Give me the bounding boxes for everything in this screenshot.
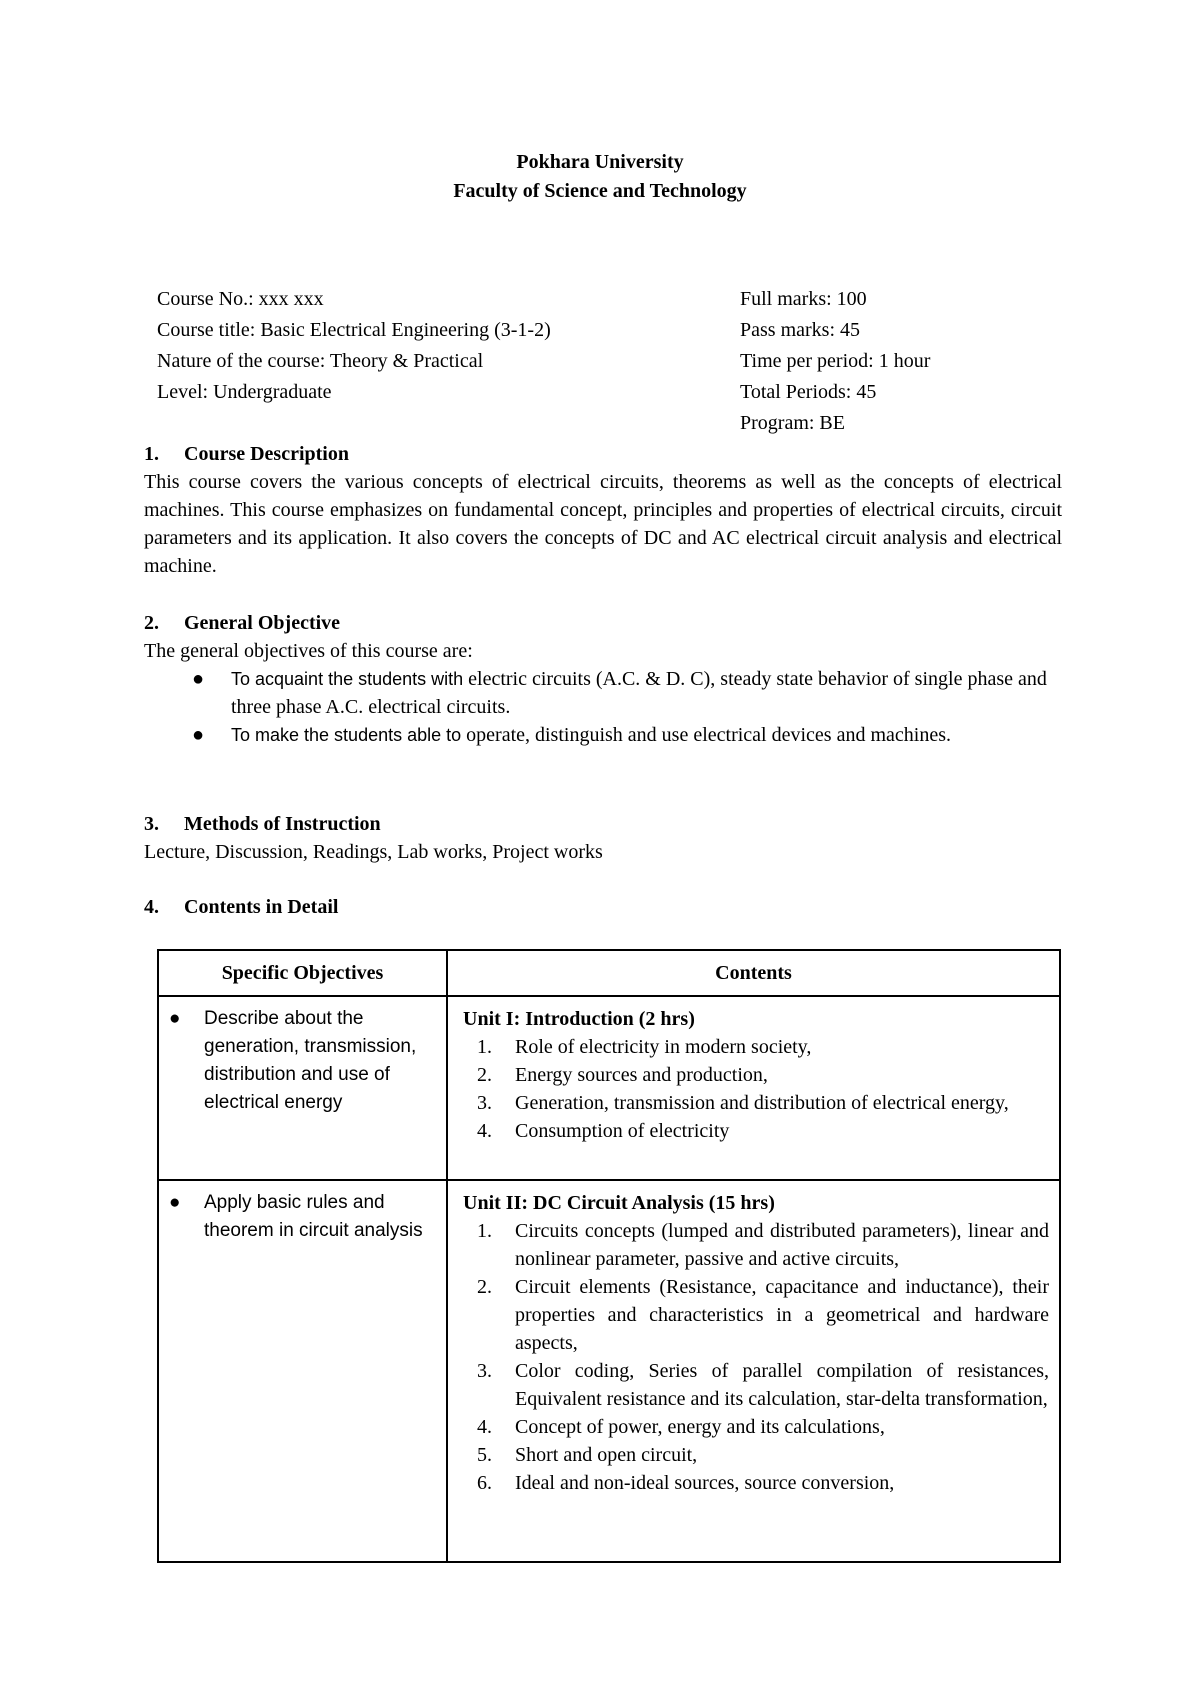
section-course-description [144, 440, 1062, 580]
list-item: 4. Concept of power, energy and its calculations, [477, 1416, 885, 1438]
section-contents-in-detail [144, 893, 1062, 921]
column-header: Contents [447, 950, 1060, 996]
section-heading: 3. Methods of Instruction [144, 813, 381, 835]
list-item: 3. Color coding, Series of parallel compilation of resistances, Equivalent resistance and its calculation, star-delta transformation, [477, 1360, 1049, 1410]
pass-marks: Pass marks: 45 [740, 319, 860, 341]
unit-contents [448, 997, 1059, 1151]
unit-title: Unit II: DC Circuit Analysis (15 hrs) [463, 1192, 775, 1214]
list-item: 1. Circuits concepts (lumped and distributed parameters), linear and nonlinear parameter, passive and active circuits, [477, 1220, 1049, 1270]
total-periods: Total Periods: 45 [740, 381, 877, 403]
course-description-text: This course covers the various concepts of electrical circuits, theorems as well as the concepts of electrical machines. This course emphasizes on fundamental concept, principles and properties of electrical circuits, circuit parameters and its application. It also covers the concepts of DC and AC electrical circuit analysis and electrical machine. [144, 471, 1062, 577]
document-header [0, 148, 1200, 206]
course-info-left [157, 284, 551, 408]
contents-table [157, 949, 1061, 1563]
section-heading: 4. Contents in Detail [144, 896, 339, 918]
time-per-period: Time per period: 1 hour [740, 350, 931, 372]
table-row [158, 1180, 1060, 1562]
bullet-icon: ● [192, 668, 205, 690]
objectives-intro: The general objectives of this course are: [144, 640, 473, 662]
objective-bullet: ● To acquaint the students with electric circuits (A.C. & D. C), steady state behavior of single phase and three phase A.C. electrical circuits. [144, 665, 1062, 721]
specific-objective: ● Apply basic rules and theorem in circuit analysis [159, 1181, 446, 1245]
specific-objective: ● Describe about the generation, transmission, distribution and use of electrical energy [159, 997, 446, 1117]
unit-contents [448, 1181, 1059, 1503]
full-marks: Full marks: 100 [740, 288, 867, 310]
objective-bullet: ● To make the students able to operate, distinguish and use electrical devices and machines. [144, 721, 1062, 749]
column-header: Specific Objectives [158, 950, 447, 996]
list-item: 2. Energy sources and production, [477, 1064, 768, 1086]
section-heading: 1. Course Description [144, 443, 349, 465]
list-item: 1. Role of electricity in modern society, [477, 1036, 812, 1058]
list-item: 6. Ideal and non-ideal sources, source conversion, [477, 1472, 895, 1494]
course-level: Level: Undergraduate [157, 381, 332, 403]
unit-topic-list [463, 1217, 1049, 1497]
course-info-right [740, 284, 930, 439]
course-title: Course title: Basic Electrical Engineering (3-1-2) [157, 319, 551, 341]
list-item: 5. Short and open circuit, [477, 1444, 698, 1466]
section-heading: 2. General Objective [144, 612, 341, 634]
section-general-objective [144, 609, 1062, 749]
list-item: 3. Generation, transmission and distribution of electrical energy, [477, 1092, 1009, 1114]
course-nature: Nature of the course: Theory & Practical [157, 350, 484, 372]
unit-topic-list [463, 1033, 1049, 1145]
list-item: 4. Consumption of electricity [477, 1120, 730, 1142]
bullet-icon: ● [192, 724, 205, 746]
faculty-name: Faculty of Science and Technology [453, 180, 747, 202]
unit-title: Unit I: Introduction (2 hrs) [463, 1008, 695, 1030]
bullet-icon: ● [169, 1192, 181, 1213]
bullet-icon: ● [169, 1008, 181, 1029]
course-number: Course No.: xxx xxx [157, 288, 324, 310]
program: Program: BE [740, 412, 845, 434]
section-methods-of-instruction [144, 810, 1062, 866]
table-header-row [158, 950, 1060, 996]
list-item: 2. Circuit elements (Resistance, capacitance and inductance), their properties and characteristics in a geometrical and hardware aspects, [477, 1276, 1049, 1354]
table-row [158, 996, 1060, 1180]
university-name: Pokhara University [516, 151, 684, 173]
methods-text: Lecture, Discussion, Readings, Lab works, Project works [144, 841, 603, 863]
